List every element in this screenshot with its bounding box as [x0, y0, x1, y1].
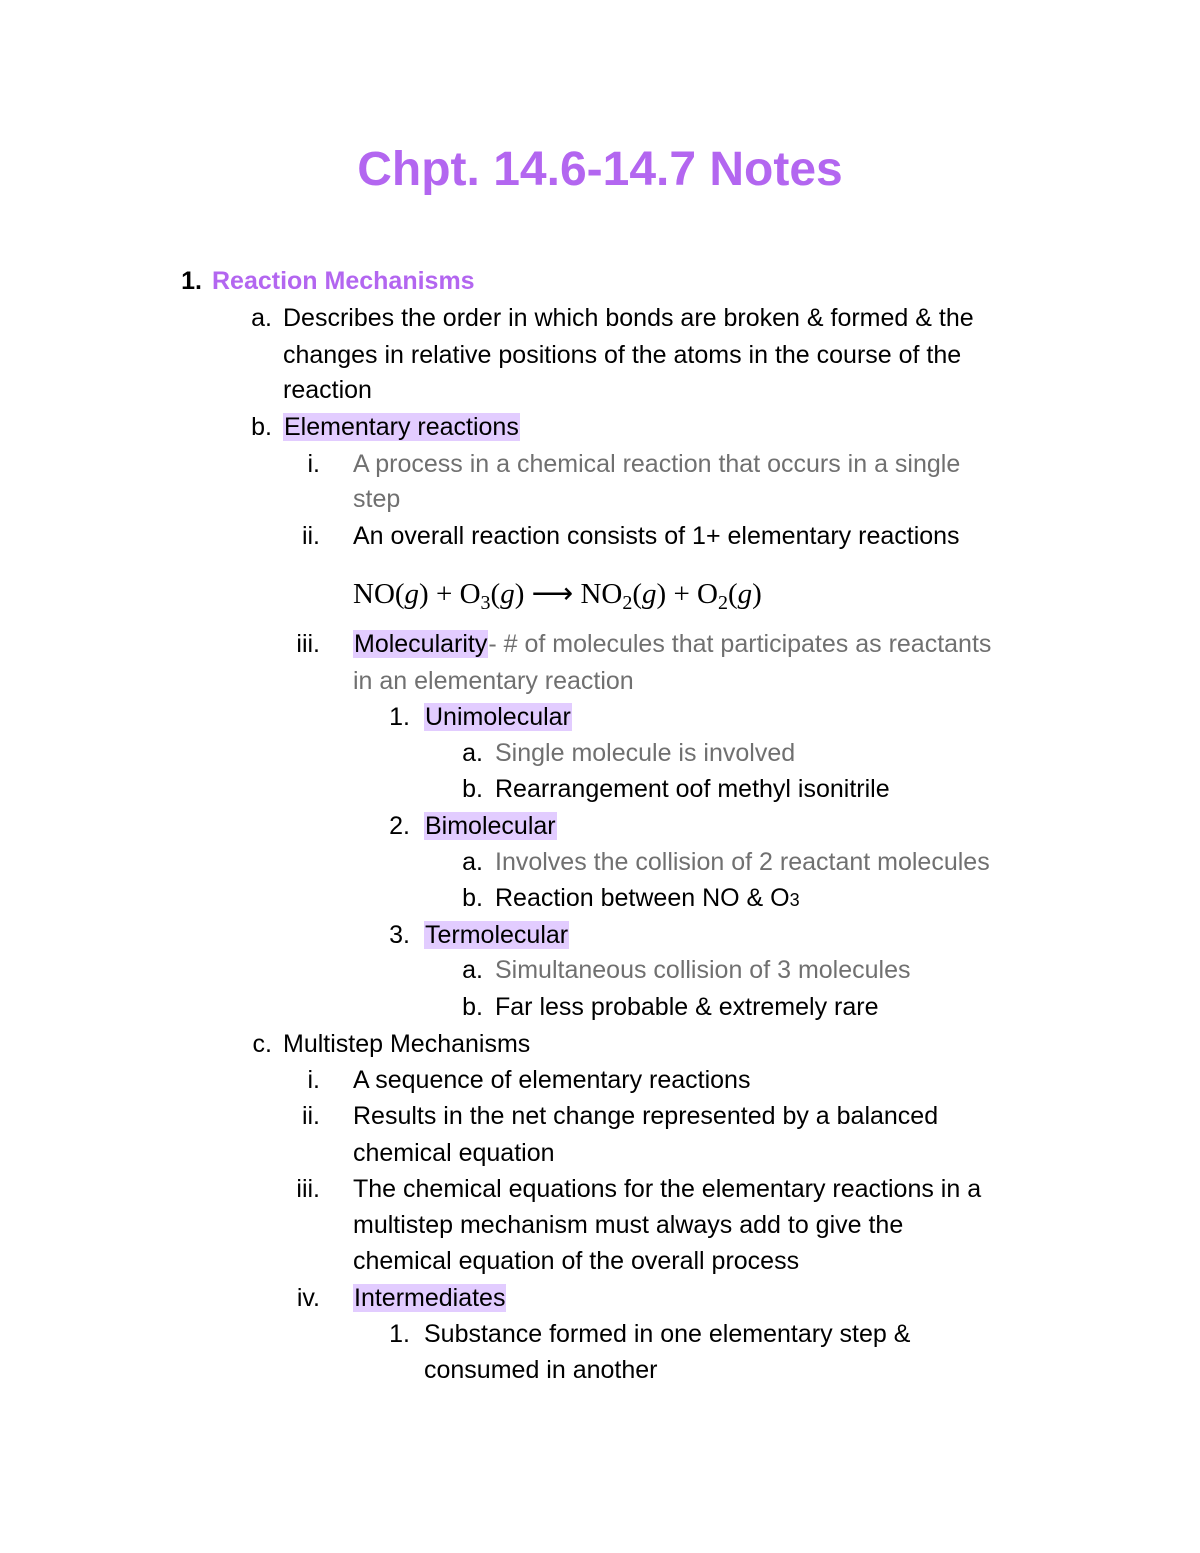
- section-heading: Reaction Mechanisms: [212, 267, 475, 295]
- list-item-text: changes in relative positions of the atoms in the course of the: [283, 341, 962, 369]
- list-item-text: Simultaneous collision of 3 molecules: [495, 956, 911, 984]
- highlighted-term: Termolecular: [425, 921, 569, 949]
- list-item-text: chemical equation: [353, 1139, 555, 1167]
- highlighted-term: Bimolecular: [425, 812, 556, 840]
- list-item-text: Single molecule is involved: [495, 739, 796, 767]
- list-item-text: step: [353, 485, 401, 513]
- list-marker: b.: [462, 993, 483, 1021]
- list-marker: 2.: [389, 812, 410, 840]
- list-item-text: Involves the collision of 2 reactant molecules: [495, 848, 990, 876]
- highlighted-term: Molecularity: [354, 630, 488, 658]
- list-marker: b.: [251, 413, 272, 441]
- list-item-text: A sequence of elementary reactions: [353, 1066, 751, 1094]
- list-marker: a.: [462, 848, 483, 876]
- page-title: Chpt. 14.6-14.7 Notes: [357, 143, 843, 196]
- chemical-equation: $NO(g) + O_3(g)$ ⟶ $NO_2(g) + O_2(g)$: [353, 578, 762, 614]
- list-item-text: Results in the net change represented by a balanced: [353, 1102, 939, 1130]
- highlighted-term: Intermediates: [354, 1284, 506, 1312]
- list-marker: ii.: [301, 522, 320, 550]
- list-marker: i.: [307, 450, 320, 478]
- list-item-text: chemical equation of the overall process: [353, 1247, 800, 1275]
- list-item-text: Rearrangement oof methyl isonitrile: [495, 775, 890, 803]
- list-marker: iii.: [296, 630, 320, 658]
- list-marker: iv.: [296, 1284, 320, 1312]
- highlighted-term: Unimolecular: [425, 703, 571, 731]
- list-item-text: Far less probable & extremely rare: [495, 993, 879, 1021]
- list-item-text: consumed in another: [424, 1356, 658, 1384]
- list-item-text: Multistep Mechanisms: [283, 1030, 531, 1058]
- list-item-text: The chemical equations for the elementary reactions in a: [353, 1175, 982, 1203]
- list-marker: b.: [462, 775, 483, 803]
- list-marker: 3.: [389, 921, 410, 949]
- list-marker: c.: [252, 1030, 272, 1058]
- list-marker: 1.: [181, 267, 202, 295]
- list-item-text: Substance formed in one elementary step &: [424, 1320, 911, 1348]
- list-item-text: reaction: [283, 376, 372, 404]
- list-marker: b.: [462, 884, 483, 912]
- list-item-text: A process in a chemical reaction that occurs in a single: [353, 450, 961, 478]
- list-item-text: Reaction between NO & O3: [495, 884, 800, 912]
- list-marker: 1.: [389, 1320, 410, 1348]
- list-marker: ii.: [301, 1102, 320, 1130]
- list-marker: iii.: [296, 1175, 320, 1203]
- list-marker: a.: [462, 739, 483, 767]
- list-item-text: Describes the order in which bonds are broken & formed & the: [283, 304, 974, 332]
- definition-text: in an elementary reaction: [353, 667, 634, 695]
- list-item-text: An overall reaction consists of 1+ elementary reactions: [353, 522, 960, 550]
- list-item-text: multistep mechanism must always add to give the: [353, 1211, 904, 1239]
- list-marker: i.: [307, 1066, 320, 1094]
- list-marker: a.: [462, 956, 483, 984]
- list-marker: 1.: [389, 703, 410, 731]
- list-marker: a.: [251, 304, 272, 332]
- definition-text: - # of molecules that participates as reactants: [488, 630, 992, 658]
- highlighted-term: Elementary reactions: [284, 413, 519, 441]
